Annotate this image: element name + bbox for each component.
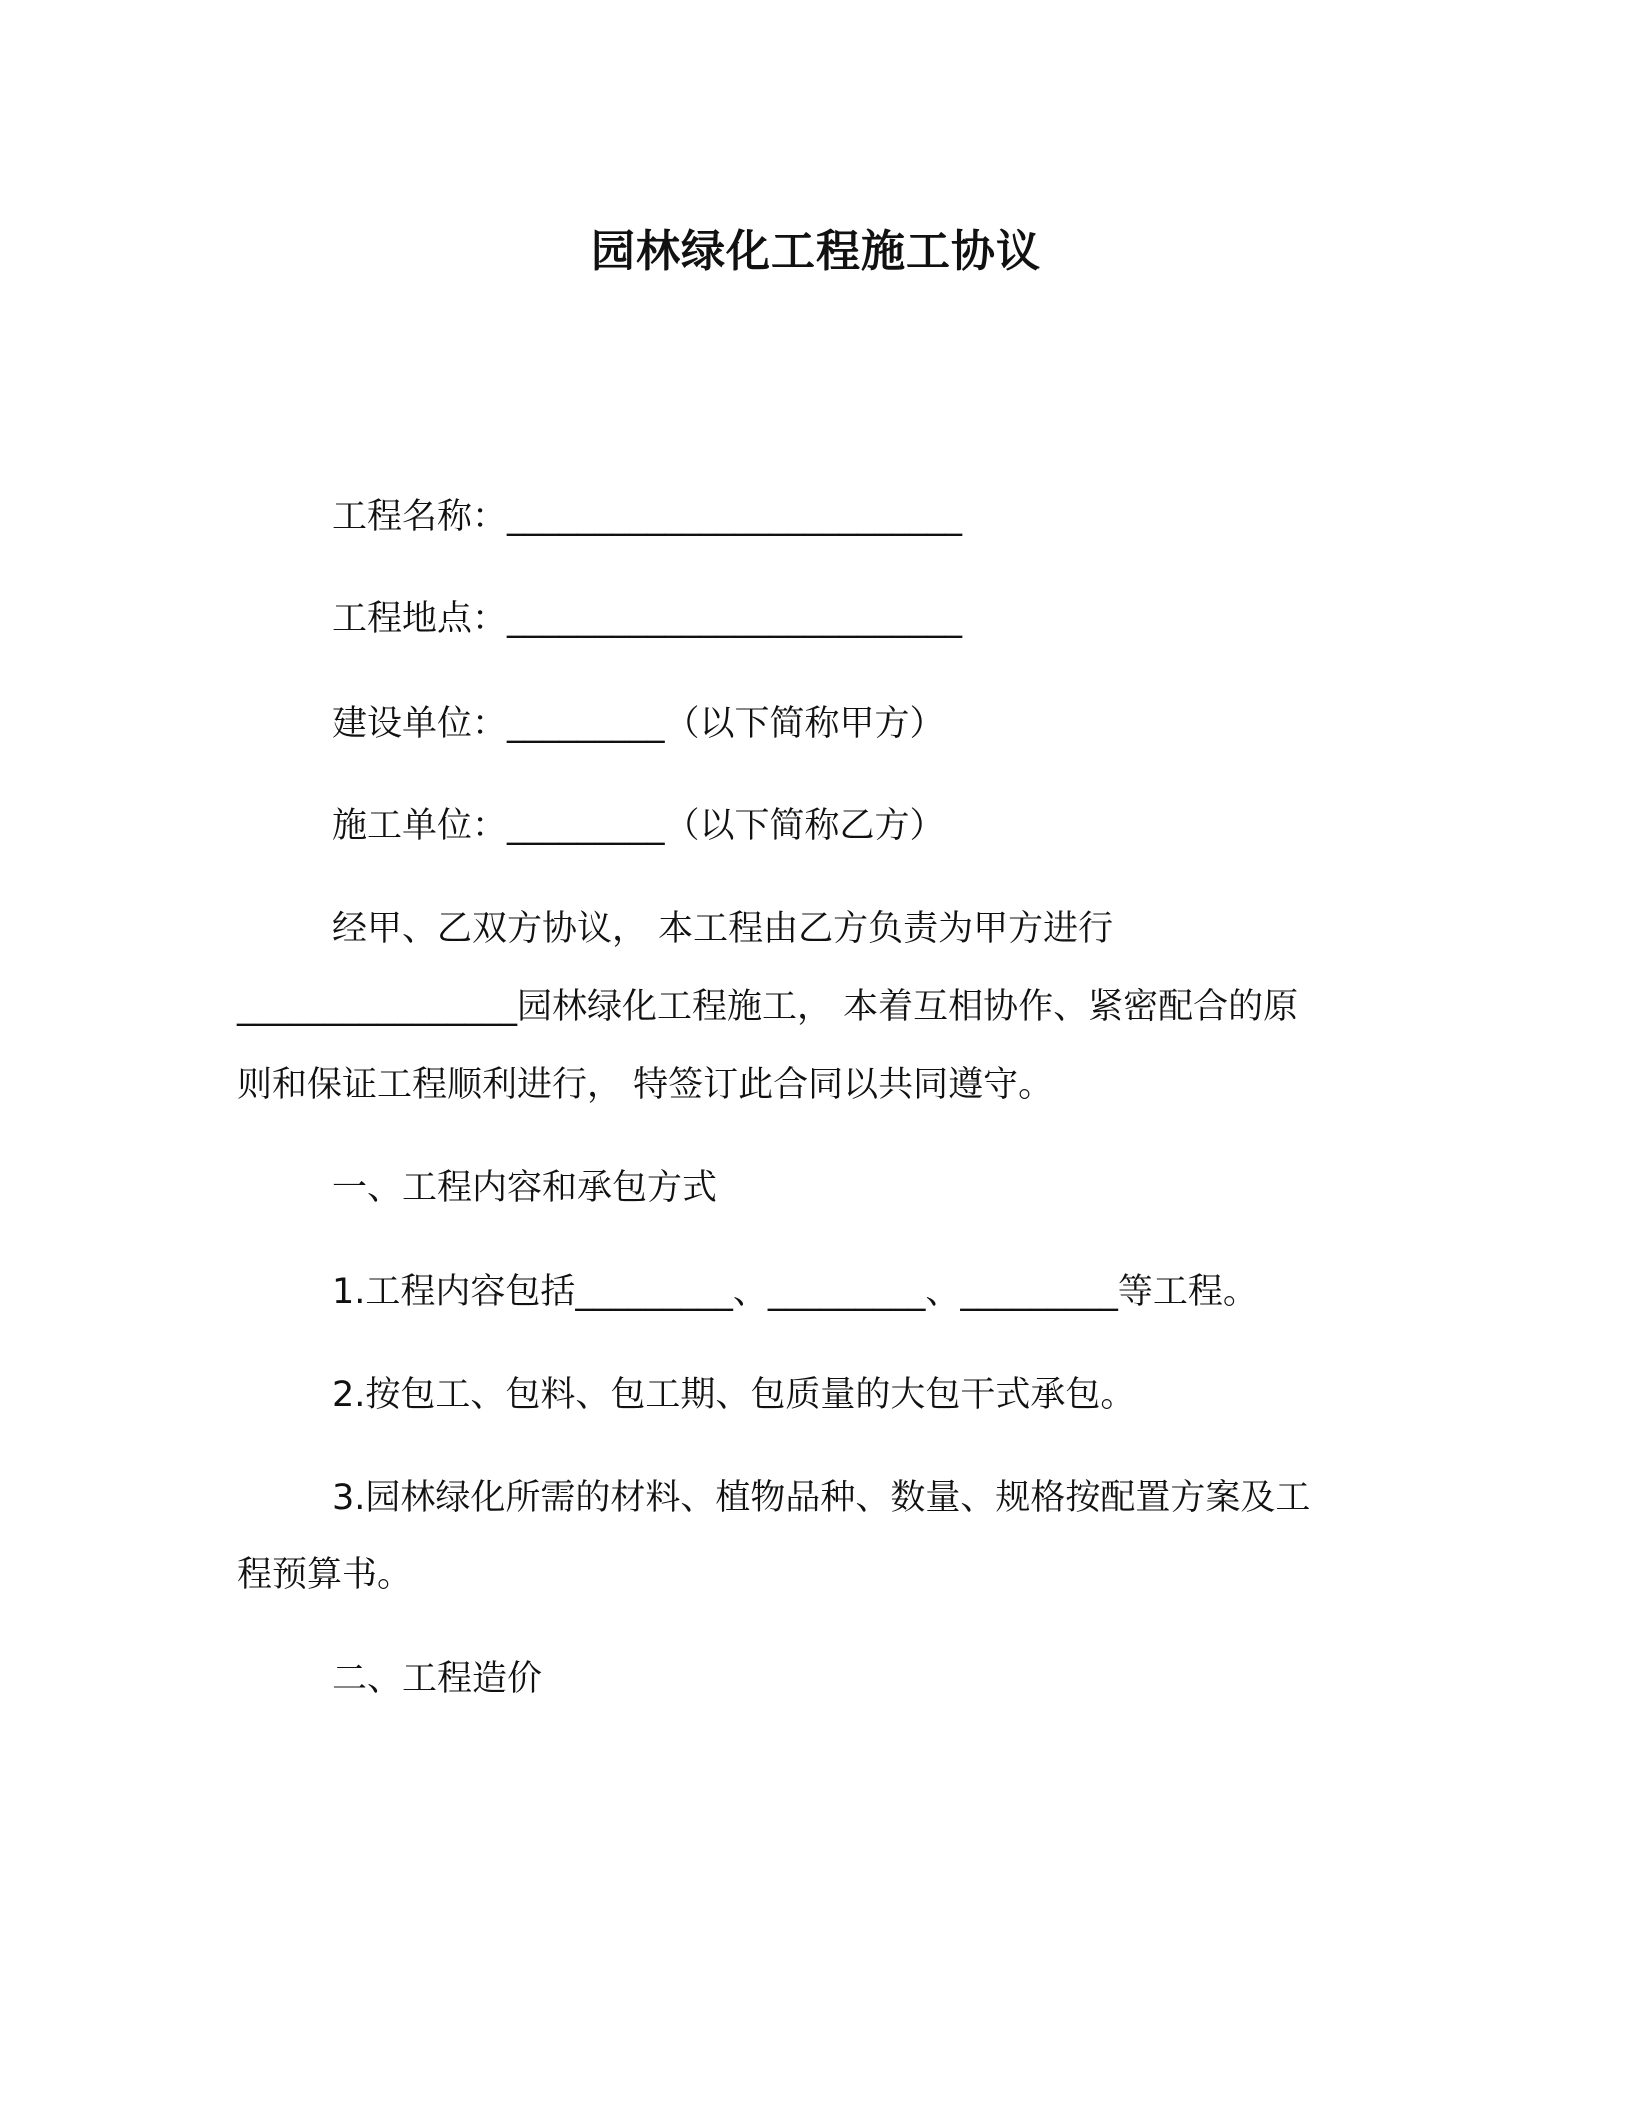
preamble-line-1: 经甲、乙双方协议， 本工程由乙方负责为甲方进行	[332, 909, 1114, 949]
field-project-name: 工程名称：__________________________	[332, 497, 963, 537]
section-1-item-3-line-1: 3.园林绿化所需的材料、植物品种、数量、规格按配置方案及工	[332, 1478, 1311, 1518]
section-1-heading: 一、工程内容和承包方式	[332, 1168, 718, 1208]
section-1-item-2: 2.按包工、包料、包工期、包质量的大包干式承包。	[332, 1375, 1136, 1415]
section-2-heading: 二、工程造价	[332, 1659, 543, 1699]
preamble-line-2: ________________园林绿化工程施工， 本着互相协作、紧密配合的原	[237, 987, 1299, 1027]
field-project-location: 工程地点：__________________________	[332, 599, 963, 639]
preamble-line-3: 则和保证工程顺利进行， 特签订此合同以共同遵守。	[237, 1065, 1054, 1105]
section-1-item-1: 1.工程内容包括_________、_________、_________等工程。	[332, 1272, 1258, 1312]
document-title: 园林绿化工程施工协议	[591, 226, 1041, 277]
field-contractor: 施工单位：_________（以下简称乙方）	[332, 806, 945, 846]
field-owner: 建设单位：_________（以下简称甲方）	[332, 704, 945, 744]
section-1-item-3-line-2: 程预算书。	[237, 1555, 413, 1595]
